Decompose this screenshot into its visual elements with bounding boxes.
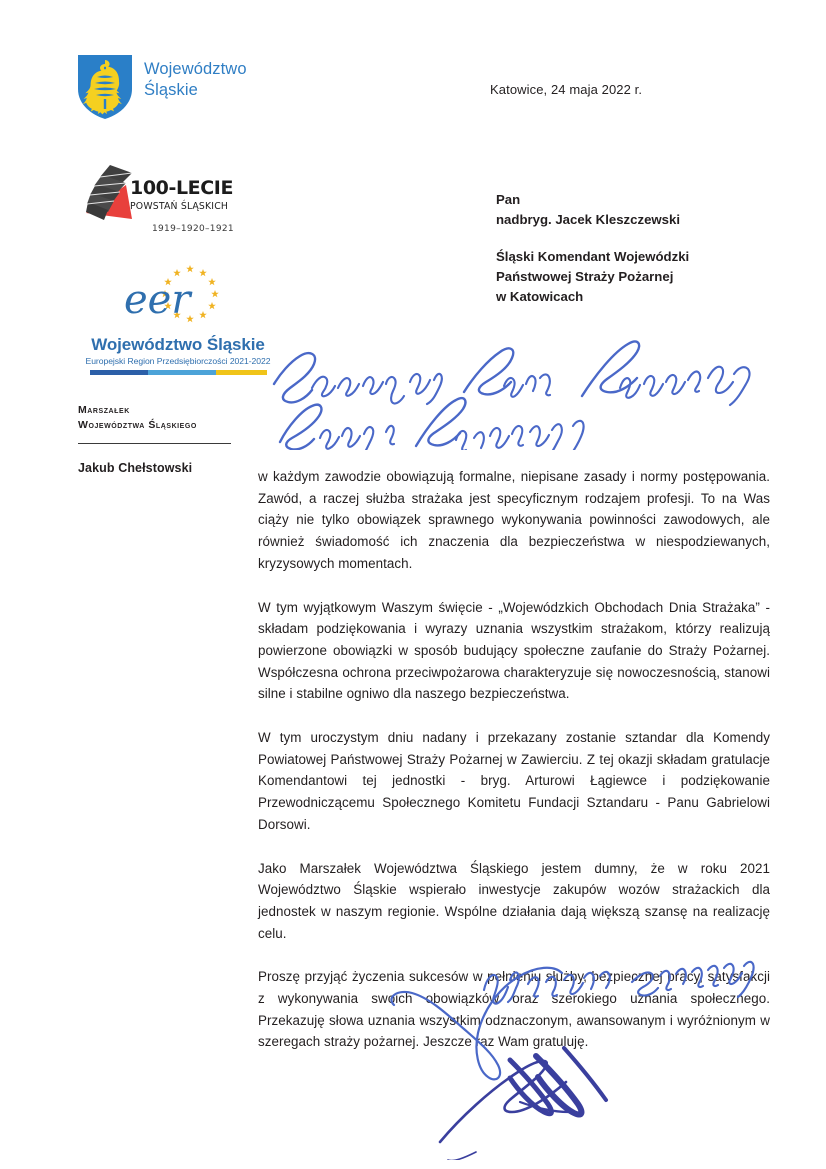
signatory-role-line2: Województwa Śląskiego: [78, 419, 197, 432]
letter-paragraph: W tym uroczystym dniu nadany i przekazany zostanie sztandar dla Komendy Powiatowej Państwowej Straży Pożarnej w Zawierciu. Z tej okazji składam gratulacje Komendantowi tej jednostki - bryg. Arturowi Łągiewce i podziękowanie Przewodniczącemu Społecznego Komitetu Fundacji Sztandaru - Panu Gabrielowi Dorsowi.: [258, 730, 770, 832]
addressee-title: [496, 247, 689, 307]
coat-of-arms-label-line1: Województwo: [144, 60, 247, 78]
signatory-block: [78, 403, 238, 475]
addressee-person: [496, 190, 689, 230]
centenary-subtitle: POWSTAŃ ŚLĄSKICH: [130, 201, 229, 212]
coat-of-arms-label-line2: Śląskie: [144, 81, 198, 100]
addressee-title-line2: Państwowej Straży Pożarnej: [496, 269, 674, 285]
handwritten-salutation-ink-icon: [268, 338, 778, 450]
addressee-title-line1: Śląski Komendant Wojewódzki: [496, 249, 690, 265]
centenary-years: 1919–1920–1921: [152, 224, 234, 234]
letter-paragraph: w każdym zawodzie obowiązują formalne, niepisane zasady i normy postępowania. Zawód, a raczej służba strażaka jest specyficznym rodzajem profesji. To na Was ciąży nie tylko obowiązek sprawnego wykonywania powinności zawodowych, ale również świadomość ich znaczenia dla bezpieczeństwa w niespodziewanych, kryzysowych momentach.: [258, 469, 770, 571]
coat-of-arms-block: [78, 55, 293, 119]
eer-logo-tagline: Europejski Region Przedsiębiorczości 2021-2022: [85, 356, 271, 366]
letter-paragraph: W tym wyjątkowym Waszym święcie - „Wojewódzkich Obchodach Dnia Strażaka” - składam podziękowania i wyrazy uznania wszystkim strażakom, którzy realizują powierzone obowiązki w sposób budujący społeczne zaufanie do Straży Pożarnej. Współczesna ochrona przeciwpożarowa charakteryzuje się nowoczesnością, stanowi silne i stabilne ogniwo dla naszego bezpieczeństwa.: [258, 599, 770, 702]
eer-logo-color-bar: [90, 370, 267, 375]
signatory-role-line1: Marszałek: [78, 404, 130, 416]
eer-european-entrepreneurial-region-logo-icon: [118, 263, 236, 333]
letter-paragraph: Proszę przyjąć życzenia sukcesów w pełnieniu służby, bezpiecznej pracy, satysfakcji z wykonywania swoich obowiązków oraz szerokiego uznania społecznego. Przekazuję słowa uznania wszystkim odznaczonym, awansowanym i wyróżnionym w szeregach straży pożarnej. Jeszcze raz Wam gratuluję.: [258, 969, 770, 1050]
centenary-title: 100-LECIE: [130, 177, 234, 199]
signatory-name: Jakub Chełstowski: [78, 461, 193, 476]
letter-body: [258, 466, 770, 1053]
eer-logo-name: Województwo Śląskie: [91, 335, 265, 354]
centenary-logo-text: [130, 179, 290, 234]
letter-paragraph: Jako Marszałek Województwa Śląskiego jestem dumny, że w roku 2021 Województwo Śląskie wspierało inwestycje zakupów wozów strażackich dla jednostek w naszym regionie. Wspólne działania dają większą szansę na realizację celu.: [258, 860, 770, 941]
letterhead: [78, 55, 293, 475]
handwritten-salutation: [268, 338, 778, 450]
silesian-eagle-coat-of-arms-icon: [78, 55, 132, 119]
coat-of-arms-label: [144, 55, 247, 101]
addressee-title-line3: w Katowicach: [496, 289, 584, 305]
addressee-honorific: Pan: [496, 192, 521, 207]
svg-text:eer: eer: [124, 277, 191, 323]
eer-logo: [78, 263, 278, 373]
signatory-divider: [78, 443, 231, 444]
centenary-logo: [78, 163, 293, 241]
addressee-block: [496, 190, 689, 307]
signatory-role: [78, 403, 238, 433]
date-line: Katowice, 24 maja 2022 r.: [490, 82, 643, 97]
addressee-name: nadbryg. Jacek Kleszczewski: [496, 212, 680, 228]
